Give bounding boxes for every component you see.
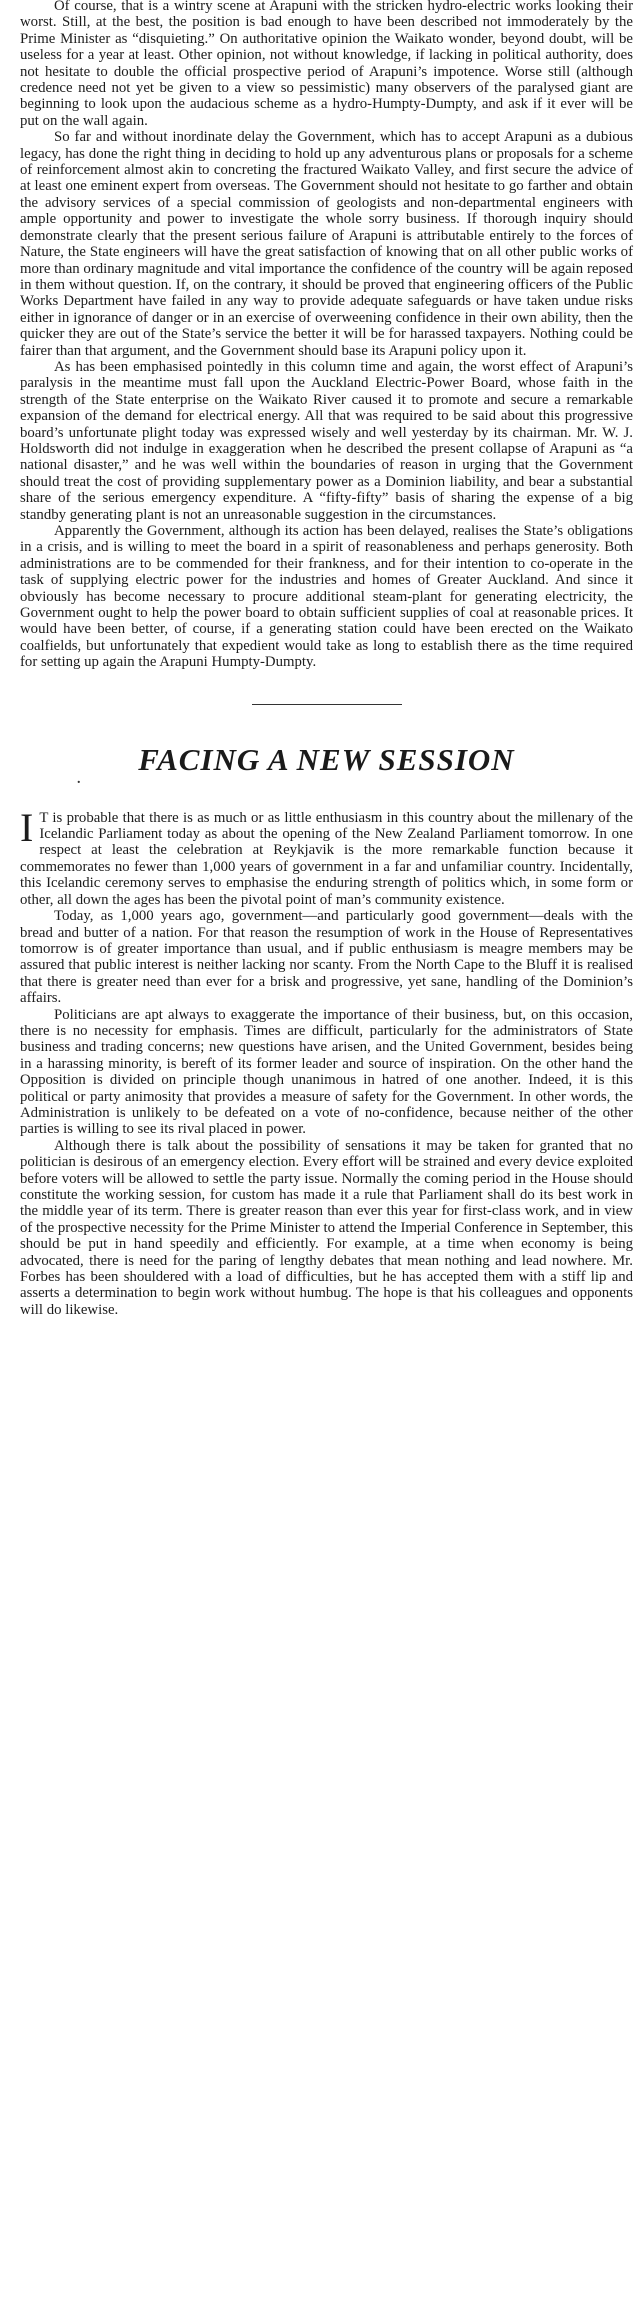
section-divider bbox=[252, 704, 402, 705]
drop-cap: I bbox=[20, 804, 34, 850]
article-arapuni bbox=[20, 0, 633, 671]
article-new-session bbox=[20, 804, 633, 1319]
article-paragraph: As has been emphasised pointedly in this column time and again, the worst effect of Arapuni’s paralysis in the meantime must fall upon the Auckland Electric-Power Board, whose faith in the strength of the State enterprise on the Waikato River caused it to promote and secure a remarkable expansion of the demand for electrical energy. All that was required to be said about this progressive board’s unfortunate plight today was expressed wisely and well yesterday by its chairman. Mr. W. J. Holdsworth did not indulge in exaggeration when he described the present collapse of Arapuni as “a national disaster,” and he was well within the boundaries of reason in urging that the Government should treat the cost of providing supplementary power as a Dominion liability, and bear a substantial share of the serious emergency expenditure. A “fifty-fifty” basis of sharing the expense of a big standby generating plant is not an unreasonable suggestion in the circumstances. bbox=[20, 358, 633, 523]
article-paragraph bbox=[20, 804, 633, 908]
article-paragraph: Today, as 1,000 years ago, government—and particularly good government—deals with the bread and butter of a nation. For that reason the resumption of work in the House of Representatives tomorrow is of greater importance than usual, and if public enthusiasm is meagre members may be assured that public interest is neither lacking nor scanty. From the North Cape to the Bluff it is realised that there is greater need than ever for a brisk and progressive, yet sane, handling of the Dominion’s affairs. bbox=[20, 908, 633, 1007]
article-paragraph: Politicians are apt always to exaggerate the importance of their business, but, on this occasion, there is no necessity for emphasis. Times are difficult, particularly for the administrators of State business and trading concerns; new questions have arisen, and the United Government, besides being in a harassing minority, is bereft of its former leader and source of inspiration. On the other hand the Opposition is divided on principle though unanimous in hatred of one another. Indeed, it is this political or party animosity that provides a measure of safety for the Government. In other words, the Administration is unlikely to be defeated on a vote of no-confidence, because neither of the other parties is willing to see its rival placed in power. bbox=[20, 1006, 633, 1138]
article-paragraph: So far and without inordinate delay the Government, which has to accept Arapuni as a dubious legacy, has done the right thing in deciding to hold up any adventurous plans or proposals for a scheme of reinforcement almost akin to concreting the fractured Waikato Valley, and first secure the advice of at least one eminent expert from overseas. The Government should not hesitate to go farther and obtain the advisory services of a special commission of geologists and non-departmental engineers with ample opportunity and power to investigate the whole sorry business. If thorough inquiry should demonstrate clearly that the present serious failure of Arapuni is attributable entirely to the forces of Nature, the State engineers will have the great satisfaction of knowing that on all other public works of more than ordinary magnitude and vital importance the confidence of the country will be again reposed in them without question. If, on the contrary, it should be proved that engineering officers of the Public Works Department have failed in any way to provide adequate safeguards or have taken undue risks either in ignorance of danger or in an exercise of overweening confidence in their own ability, then the quicker they are out of the State’s service the better it will be for harassed taxpayers. Nothing could be fairer than that argument, and the Government should base its Arapuni policy upon it. bbox=[20, 129, 633, 359]
paragraph-text: T is probable that there is as much or as little enthusiasm in this country about the millenary of the Icelandic Parliament today as about the opening of the New Zealand Parliament tomorrow. In one respect at least the celebration at Reykjavik is the more remarkable function because it commemorates no fewer than 1,000 years of government in a far and unfamiliar country. Incidentally, this Icelandic ceremony serves to emphasise the enduring strength of politics which, in some form or other, all down the ages has been the pivotal point of man’s community existence. bbox=[20, 809, 633, 908]
article-paragraph: Apparently the Government, although its action has been delayed, realises the State’s obligations in a crisis, and is willing to meet the board in a spirit of reasonableness and perhaps generosity. Both administrations are to be commended for their frankness, and for their intention to co-operate in the task of supplying electric power for the industries and homes of Greater Auckland. And since it obviously has become necessary to procure additional steam-plant for generating electricity, the Government ought to help the power board to obtain sufficient supplies of coal at reasonable prices. It would have been better, of course, if a generating station could have been erected on the Waikato coalfields, but unfortunately that expedient would take as long to establish there as the time required for setting up again the Arapuni Humpty-Dumpty. bbox=[20, 523, 633, 671]
article-paragraph: Of course, that is a wintry scene at Arapuni with the stricken hydro-electric works looking their worst. Still, at the best, the position is bad enough to have been described not immoderately by the Prime Minister as “disquieting.” On authoritative opinion the Waikato wonder, beyond doubt, will be useless for a year at least. Other opinion, not without knowledge, if lacking in political authority, does not hesitate to double the official prospective period of Arapuni’s impotence. Worse still (although credence need not yet be given to a view so pessimistic) many observers of the paralysed giant are beginning to look upon the audacious scheme as a hydro-Humpty-Dumpty, and ask if it ever will be put on the wall again. bbox=[20, 0, 633, 129]
headline-text: FACING A NEW SESSION bbox=[138, 741, 515, 777]
editorial-column bbox=[20, 0, 633, 1318]
article-headline bbox=[20, 741, 633, 787]
bullet-mark: . bbox=[77, 771, 84, 787]
article-paragraph: Although there is talk about the possibility of sensations it may be taken for granted that no politician is desirous of an emergency election. Every effort will be strained and every device exploited before voters will be allowed to settle the party issue. Normally the coming period in the House should constitute the working session, for custom has made it a rule that Parliament shall do its best work in the middle year of its term. There is greater reason than ever this year for first-class work, and in view of the prospective necessity for the Prime Minister to attend the Imperial Conference in September, this should be put in hand speedily and efficiently. For example, at a time when economy is being advocated, there is need for the paring of lengthy debates that mean nothing and lead nowhere. Mr. Forbes has been shouldered with a load of difficulties, but he has accepted them with a stiff lip and asserts a determination to begin work without humbug. The hope is that his colleagues and opponents will do likewise. bbox=[20, 1137, 633, 1318]
